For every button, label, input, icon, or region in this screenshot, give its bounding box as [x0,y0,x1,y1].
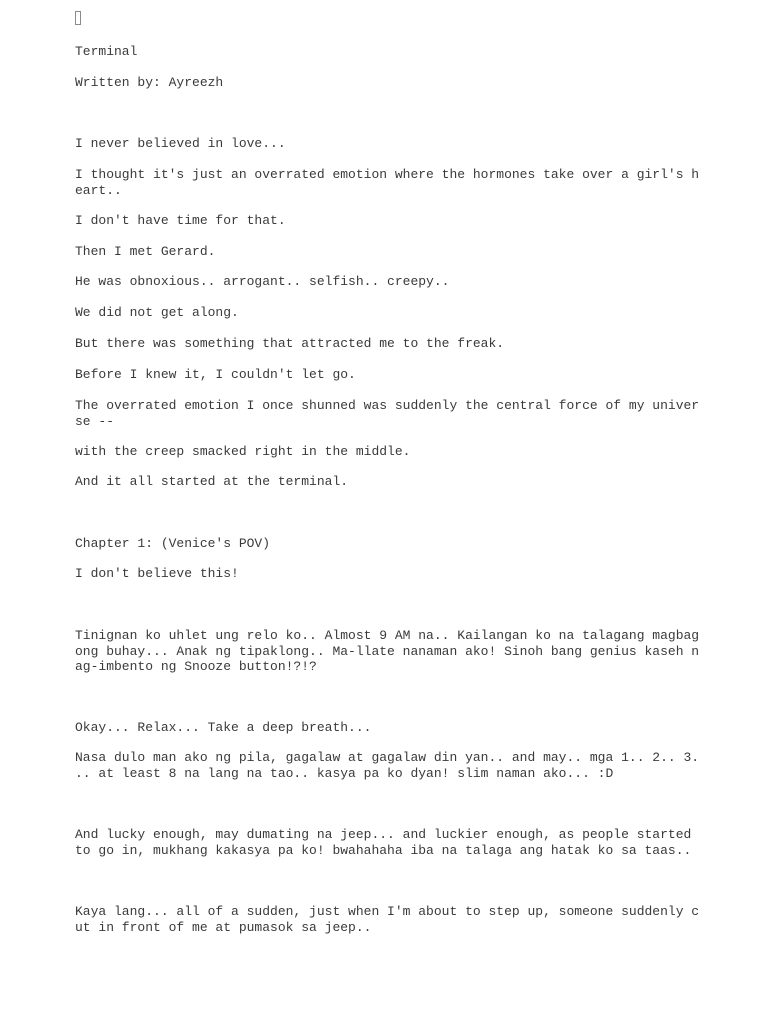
prologue-line: But there was something that attracted me to the freak. [75,336,505,351]
missing-glyph-icon [75,11,81,25]
prologue-line: I thought it's just an overrated emotion where the hormones take over a girl's h eart.. [75,167,700,198]
prologue-line: Before I knew it, I couldn't let go. [75,367,356,382]
chapter-paragraph: And lucky enough, may dumating na jeep... and luckier enough, as people started to go in, mukhang kakasya pa ko! bwahahaha iba na talaga ang hatak ko sa taas.. [75,827,692,858]
chapter-heading: Chapter 1: (Venice's POV) [75,536,271,551]
prologue-line: Then I met Gerard. [75,244,216,259]
prologue-line: I never believed in love... [75,136,286,151]
prologue-line: We did not get along. [75,305,239,320]
chapter-paragraph: I don't believe this! [75,566,239,581]
chapter-paragraph: Kaya lang... all of a sudden, just when I'm about to step up, someone suddenly c ut in front of me at pumasok sa jeep.. [75,904,700,935]
document-byline: Written by: Ayreezh [75,75,224,90]
prologue-line: He was obnoxious.. arrogant.. selfish.. creepy.. [75,274,450,289]
chapter-paragraph: Okay... Relax... Take a deep breath... [75,720,372,735]
prologue-line: The overrated emotion I once shunned was suddenly the central force of my univer se -- [75,398,700,429]
prologue-line: I don't have time for that. [75,213,286,228]
document-title: Terminal [75,44,138,59]
chapter-paragraph: Tinignan ko uhlet ung relo ko.. Almost 9 AM na.. Kailangan ko na talagang magbag ong buhay... Anak ng tipaklong.. Ma-llate nanaman ako! Sinoh bang genius kaseh n ag-imbento ng Snooze button!?!? [75,628,700,674]
prologue-line: with the creep smacked right in the middle. [75,444,411,459]
prologue-line: And it all started at the terminal. [75,474,349,489]
chapter-paragraph: Nasa dulo man ako ng pila, gagalaw at gagalaw din yan.. and may.. mga 1.. 2.. 3. .. at least 8 na lang na tao.. kasya pa ko dyan! slim naman ako... :D [75,750,700,781]
